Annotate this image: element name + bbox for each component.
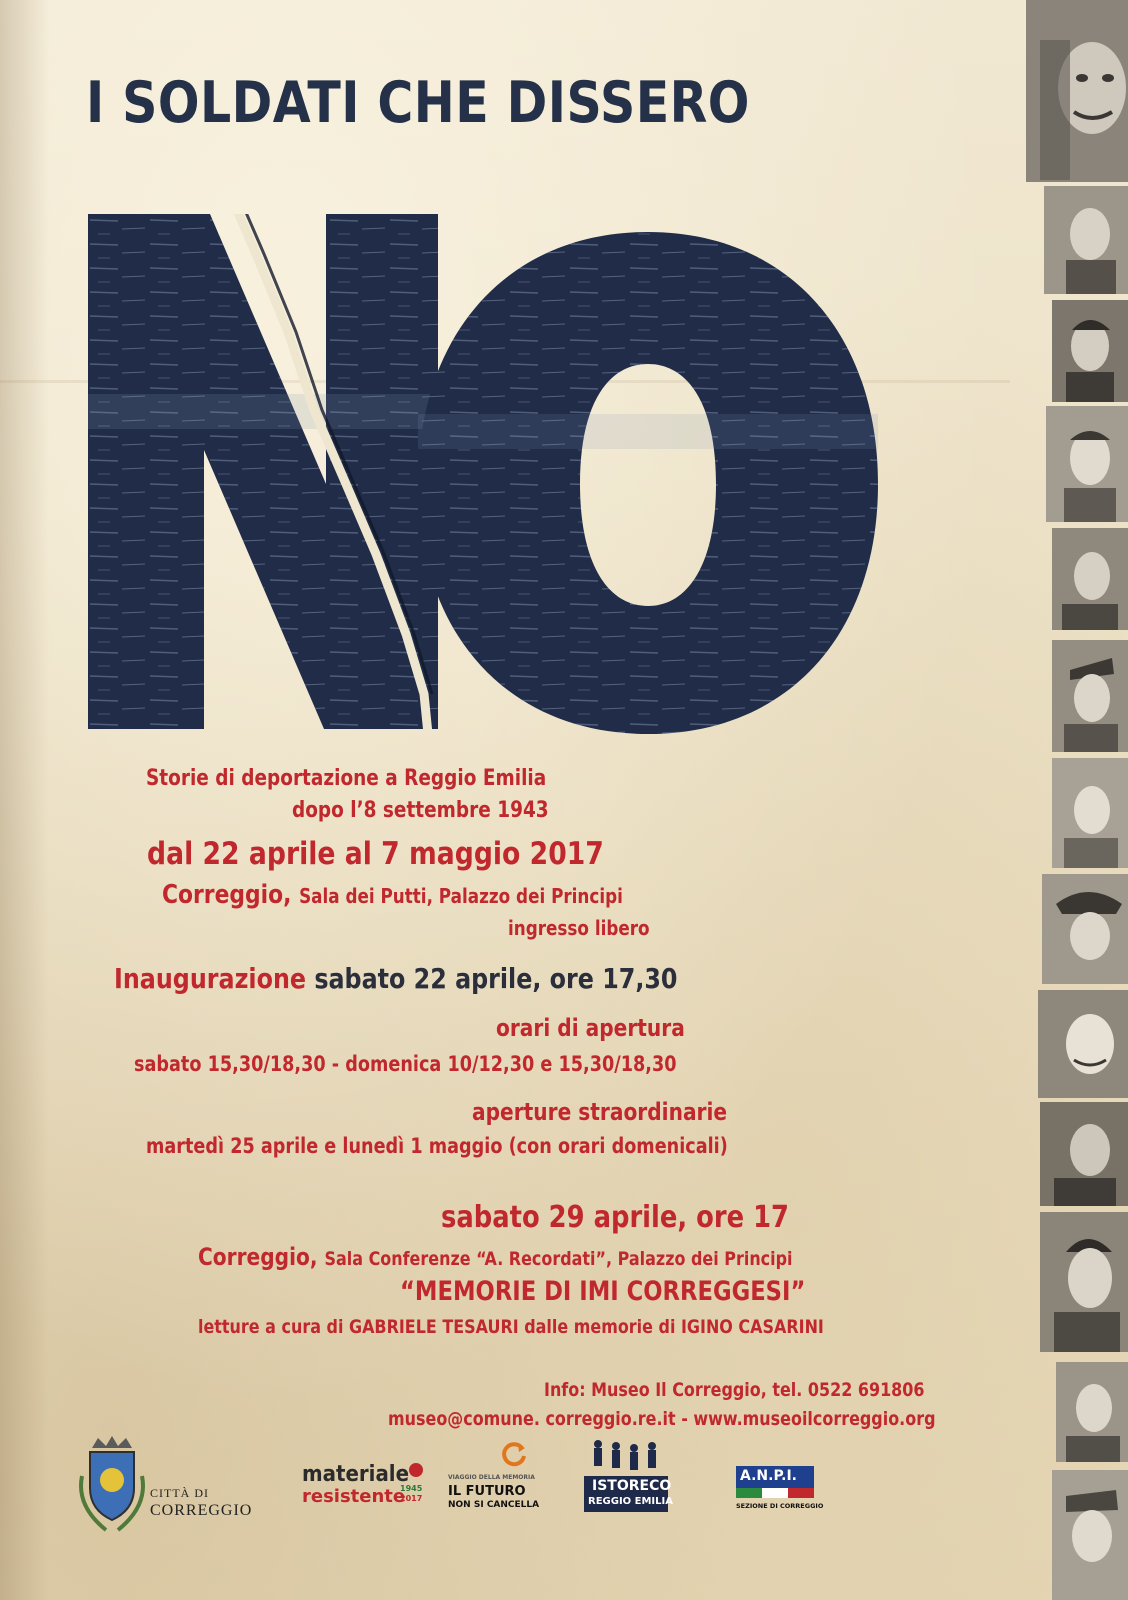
flag-green — [736, 1488, 762, 1498]
exhibition-town: Correggio, — [162, 880, 292, 910]
event-readings: letture a cura di GABRIELE TESAURI dalle memorie di IGINO CASARINI — [198, 1316, 824, 1338]
portrait-photo — [1044, 186, 1128, 294]
flag-red — [788, 1488, 814, 1498]
citta-di-correggio-logo — [76, 1436, 276, 1536]
viaggio-logo-line1: VIAGGIO DELLA MEMORIA — [448, 1474, 535, 1481]
portrait-photo — [1052, 640, 1128, 752]
big-no-svg — [88, 214, 888, 734]
opening-hours-heading: orari di apertura — [496, 1014, 685, 1042]
citta-logo-line2: CORREGGIO — [150, 1502, 253, 1519]
big-no-graphic — [88, 214, 888, 734]
marching-figures-icon — [584, 1436, 668, 1476]
inauguration-time: sabato 22 aprile, ore 17,30 — [314, 962, 678, 995]
poster-title: I SOLDATI CHE DISSERO — [86, 70, 750, 136]
inauguration-label: Inaugurazione — [114, 962, 307, 995]
letter-n — [88, 214, 438, 729]
event-date: sabato 29 aprile, ore 17 — [441, 1200, 789, 1235]
istoreco-logo-line1: ISTORECO — [592, 1478, 672, 1494]
portrait-photo — [1040, 1212, 1128, 1352]
opening-hours-details: sabato 15,30/18,30 - domenica 10/12,30 e 15,30/18,30 — [134, 1052, 677, 1076]
anpi-logo-section: SEZIONE DI CORREGGIO — [736, 1502, 824, 1510]
materiale-logo-year2: 2017 — [400, 1494, 423, 1503]
viaggio-logo-line2: IL FUTURO — [448, 1484, 526, 1499]
materiale-resistente-logo — [300, 1462, 430, 1522]
subtitle-line-1: Storie di deportazione a Reggio Emilia — [146, 766, 547, 791]
subtitle-line-2: dopo l’8 settembre 1943 — [292, 798, 549, 823]
event-venue: Sala Conferenze “A. Recordati”, Palazzo dei Principi — [324, 1248, 793, 1270]
event-town: Correggio, — [198, 1243, 318, 1271]
special-openings-details: martedì 25 aprile e lunedì 1 maggio (con orari domenicali) — [146, 1134, 728, 1158]
portrait-photo — [1056, 1362, 1128, 1462]
portrait-photo — [1052, 758, 1128, 868]
materiale-logo-year1: 1945 — [400, 1484, 423, 1493]
special-openings-heading: aperture straordinarie — [472, 1098, 728, 1126]
citta-logo-line1: CITTÀ DI — [150, 1486, 209, 1500]
istoreco-logo-line2: REGGIO EMILIA — [588, 1496, 673, 1507]
portrait-photo — [1046, 406, 1128, 522]
portrait-photo — [1038, 990, 1128, 1098]
admission-note: ingresso libero — [508, 916, 650, 940]
event-name: “MEMORIE DI IMI CORREGGESI” — [400, 1276, 806, 1307]
viaggio-logo-line3: NON SI CANCELLA — [448, 1500, 540, 1510]
materiale-logo-line2: resistente — [302, 1486, 406, 1507]
exhibition-location — [162, 880, 623, 910]
portrait-photo — [1052, 300, 1128, 402]
badge-icon — [408, 1462, 424, 1478]
portrait-photo — [1042, 874, 1128, 984]
info-contact: Info: Museo Il Correggio, tel. 0522 691806 — [544, 1379, 925, 1401]
circular-arrow-icon — [500, 1440, 528, 1468]
portrait-photo — [1040, 1102, 1128, 1206]
letter-o — [418, 232, 878, 734]
portrait-photo — [1052, 1470, 1128, 1600]
viaggio-della-memoria-logo — [448, 1440, 548, 1530]
istoreco-logo — [584, 1436, 674, 1526]
materiale-logo-line1: materiale — [302, 1462, 410, 1487]
portrait-photo — [1052, 528, 1128, 630]
exhibition-dates: dal 22 aprile al 7 maggio 2017 — [147, 836, 604, 872]
coat-of-arms-icon — [76, 1436, 146, 1536]
exhibition-venue: Sala dei Putti, Palazzo dei Principi — [299, 884, 623, 908]
portrait-strip — [1016, 0, 1128, 1600]
event-location — [198, 1243, 793, 1271]
inauguration — [114, 962, 677, 995]
paper-fold-shadow — [0, 0, 70, 1600]
info-web: museo@comune. correggio.re.it - www.museoilcorreggio.org — [388, 1408, 936, 1430]
flag-white — [762, 1488, 788, 1498]
anpi-logo-name: A.N.P.I. — [740, 1468, 797, 1484]
anpi-logo — [736, 1466, 824, 1526]
portrait-photo — [1026, 0, 1128, 182]
